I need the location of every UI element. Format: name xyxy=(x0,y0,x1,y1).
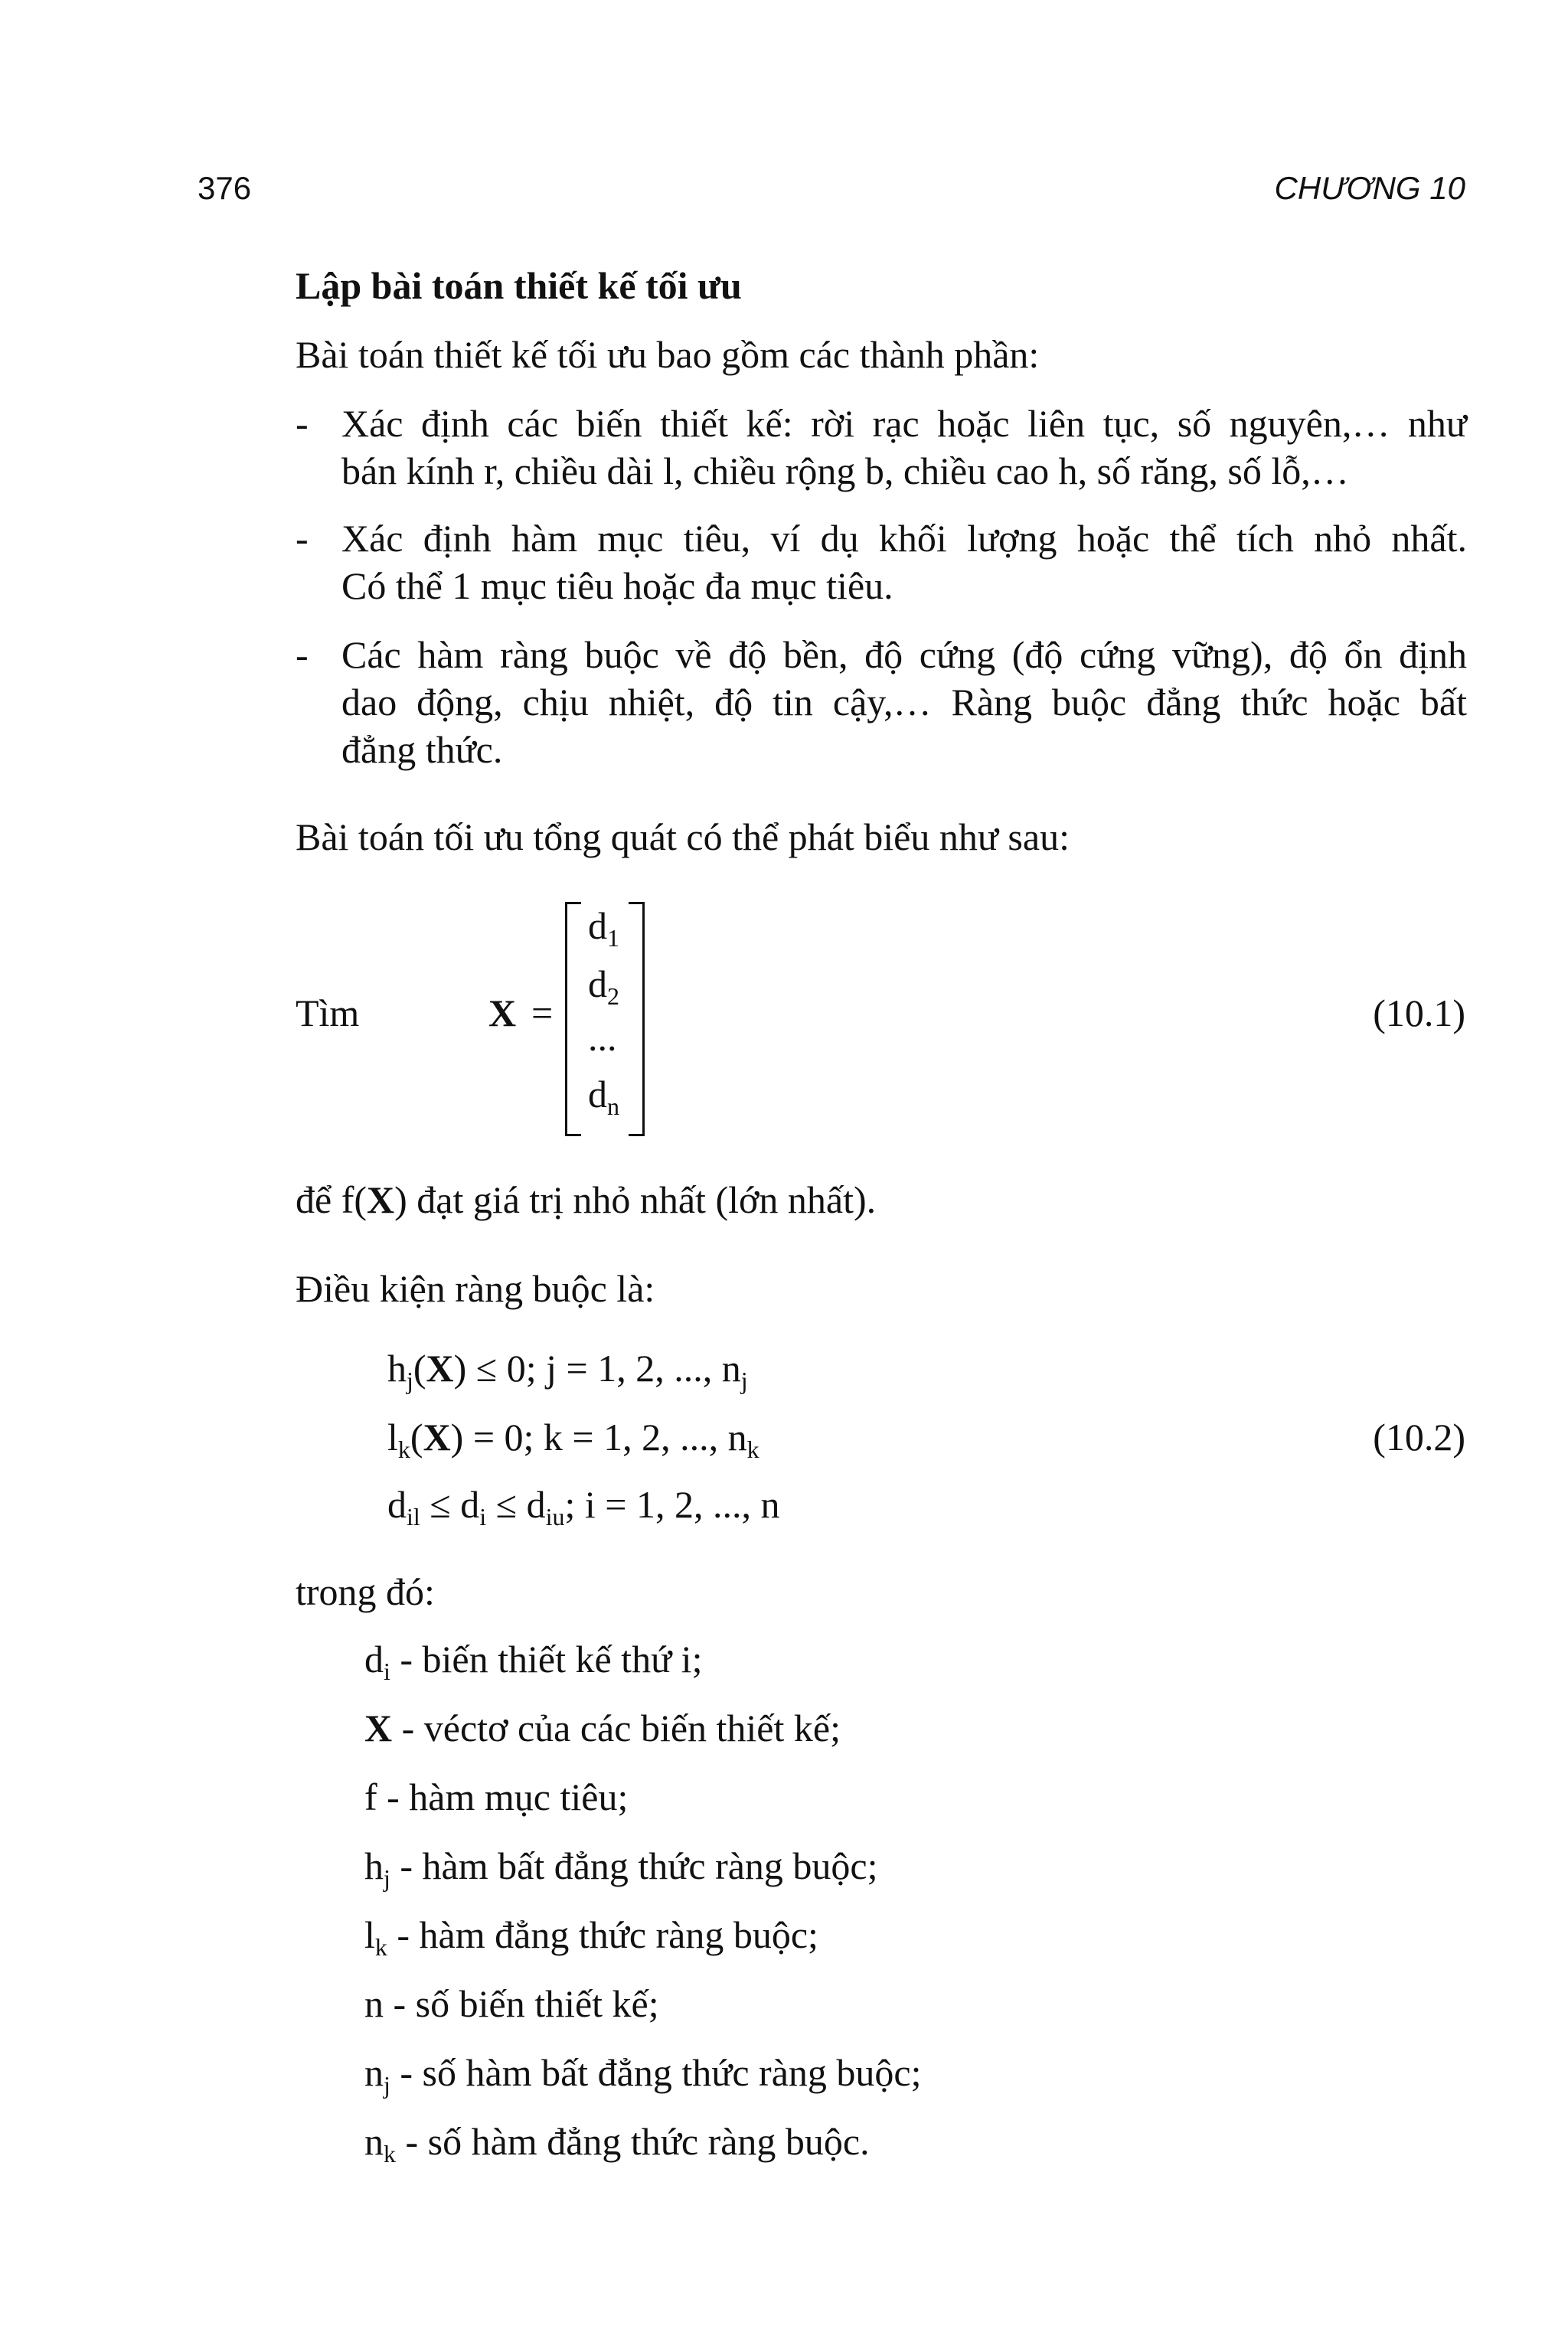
objective-line: để f(X) đạt giá trị nhỏ nhất (lớn nhất). xyxy=(296,1178,877,1221)
constraint-bounds: $d_{il} \le d_i \le d_{iu}$; i = 1, 2, ..., n xyxy=(387,1483,780,1530)
page-number: 376 xyxy=(198,170,252,206)
bullet-3-line-3: đẳng thức. xyxy=(341,728,503,771)
bullet-3-line-1: Các hàm ràng buộc về độ bền, độ cứng (độ cứng vững), độ ổn định xyxy=(341,633,1467,676)
bullet-2-line-1: Xác định hàm mục tiêu, ví dụ khối lượng hoặc thể tích nhỏ nhất. xyxy=(341,517,1467,560)
vector-x: X xyxy=(488,991,517,1034)
section-heading: Lập bài toán thiết kế tối ưu xyxy=(296,264,742,307)
matrix-entry: ... xyxy=(588,1016,617,1059)
equals-sign: = xyxy=(531,991,554,1034)
matrix-entry: $d_1$ xyxy=(588,904,619,952)
right-bracket xyxy=(629,902,645,1136)
definition-item: f - hàm mục tiêu; xyxy=(364,1775,629,1818)
constraints-intro: Điều kiện ràng buộc là: xyxy=(296,1267,655,1310)
bullet-2-line-2: Có thể 1 mục tiêu hoặc đa mục tiêu. xyxy=(341,564,893,607)
definition-item: X - véctơ của các biến thiết kế; xyxy=(364,1707,841,1749)
definition-item: $n_k$ - số hàm đẳng thức ràng buộc. xyxy=(364,2120,870,2167)
equation-number: (10.2) xyxy=(1373,1416,1465,1459)
find-label: Tìm xyxy=(296,991,360,1034)
intro-paragraph: Bài toán thiết kế tối ưu bao gồm các thành phần: xyxy=(296,333,1040,376)
constraint-inequality: $h_j(X) \le 0$; j = 1, 2, ..., $n_j$ xyxy=(387,1347,748,1394)
left-bracket xyxy=(565,902,581,1136)
where-label: trong đó: xyxy=(296,1570,435,1613)
bullet-1-line-2: bán kính r, chiều dài l, chiều rộng b, chiều cao h, số răng, số lỗ,… xyxy=(341,449,1349,492)
matrix-entry: $d_n$ xyxy=(588,1073,619,1120)
bullet-3-line-2: dao động, chịu nhiệt, độ tin cậy,… Ràng buộc đẳng thức hoặc bất xyxy=(341,681,1467,724)
bullet-dash: - xyxy=(296,402,309,445)
bullet-1-line-1: Xác định các biến thiết kế: rời rạc hoặc liên tục, số nguyên,… như xyxy=(341,402,1467,445)
definition-item: n - số biến thiết kế; xyxy=(364,1982,659,2025)
equation-number: (10.1) xyxy=(1373,991,1465,1034)
column-matrix xyxy=(565,902,645,1132)
constraint-equality: $l_k(X) = 0$; k = 1, 2, ..., $n_k$ xyxy=(387,1416,760,1463)
matrix-entry: $d_2$ xyxy=(588,962,619,1010)
definition-item: $h_j$ - hàm bất đẳng thức ràng buộc; xyxy=(364,1844,878,1892)
chapter-title: CHƯƠNG 10 xyxy=(1274,170,1465,206)
bullet-dash: - xyxy=(296,633,309,676)
general-statement: Bài toán tối ưu tổng quát có thể phát biểu như sau: xyxy=(296,815,1070,858)
definition-item: $n_j$ - số hàm bất đẳng thức ràng buộc; xyxy=(364,2051,922,2099)
definition-item: $d_i$ - biến thiết kế thứ i; xyxy=(364,1638,703,1685)
bullet-dash: - xyxy=(296,517,309,560)
definition-item: $l_k$ - hàm đẳng thức ràng buộc; xyxy=(364,1913,818,1961)
